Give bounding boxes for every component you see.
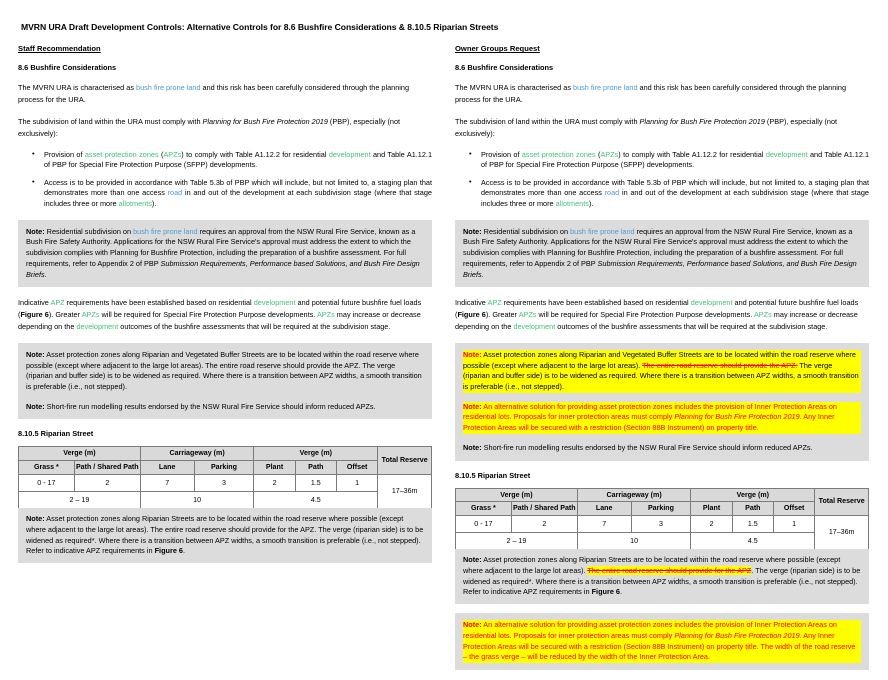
table-header-cell: Offset xyxy=(336,461,377,475)
apz-paragraph-right xyxy=(455,297,869,332)
table-cell: 3 xyxy=(631,516,691,533)
table-header-cell: Grass * xyxy=(456,502,512,516)
note-text xyxy=(26,402,424,413)
table-header-cell: Plant xyxy=(254,461,295,475)
table-cell: 4.5 xyxy=(691,533,815,550)
text-run: Indicative xyxy=(18,298,51,308)
apz-paragraph-left xyxy=(18,297,432,332)
table-cell: 1 xyxy=(336,475,377,492)
text-run: and this risk has been carefully considered through the planning process for the URA. xyxy=(18,83,410,105)
riparian-street-table-right xyxy=(455,488,869,551)
text-run: ) to comply with Table A1.12.2 for residential xyxy=(181,149,329,159)
text-run: and Table A1.12.1 of PBP for Special Fire Protection Purpose (SFPP) developments. xyxy=(44,149,433,170)
link-apz[interactable]: APZ xyxy=(50,298,65,308)
italic-title: Planning for Bush Fire Protection 2019 xyxy=(674,630,800,640)
text-run: requirements have been established based on residential xyxy=(501,298,691,308)
link-allotments[interactable]: allotments xyxy=(555,199,589,209)
table-row xyxy=(456,533,869,550)
figure-reference: Figure 6 xyxy=(591,587,620,597)
table-cell: 2 xyxy=(511,516,577,533)
table-cell: 1.5 xyxy=(732,516,773,533)
text-run: . xyxy=(619,587,622,597)
note-text xyxy=(26,514,424,557)
text-run: An alternative solution for providing asset protection zones includes the provision of Inner Protection Areas on residential lots. Proposals for inner protection areas must comply xyxy=(463,620,837,640)
text-run: outcomes of the bushfire assessments that will be required at the subdivision stage. xyxy=(118,321,391,331)
table-note-left xyxy=(18,508,432,563)
table-header-cell: Offset xyxy=(773,502,814,516)
note-text xyxy=(26,227,424,281)
text-run: Short-fire run modelling results endorsed by the NSW Rural Fire Service should inform reduced APZs. xyxy=(44,401,376,411)
note-label: Note: xyxy=(463,555,482,565)
table-cell: 7 xyxy=(140,475,194,492)
note-box-revised-right xyxy=(455,343,869,461)
table-header-cell: Total Reserve xyxy=(378,447,432,475)
column-heading-staff: Staff Recommendation xyxy=(18,44,101,54)
note-label: Note: xyxy=(26,226,45,236)
table-cell: 4.5 xyxy=(254,492,378,509)
table-row xyxy=(19,492,432,509)
table-cell: 2 – 19 xyxy=(19,492,141,509)
page-title: MVRN URA Draft Development Controls: Alternative Controls for 8.6 Bushfire Considerations & 8.10.5 Riparian Streets xyxy=(21,22,499,32)
text-run: The subdivision of land within the URA must comply with xyxy=(18,116,203,126)
list-item xyxy=(44,150,432,171)
text-run: Asset protection zones along Riparian and Vegetated Buffer Streets are to be located within the road reserve where possible (except where adjacent to the large lot areas). xyxy=(463,349,856,370)
table-cell: 2 xyxy=(254,475,295,492)
list-item xyxy=(44,178,432,210)
text-run: ). Greater xyxy=(485,310,519,320)
text-run: in and out of the development at each subdivision stage (where that stage includes three or more xyxy=(481,188,869,209)
table-header-cell: Plant xyxy=(691,502,732,516)
text-run: . Any Inner Protection Areas will be secured with a restriction (Section 88B Instrument) on property title. The width of the road reserve – the grass verge – will be reduced by the width of the Inner Protection Area. xyxy=(463,630,856,662)
text-run: may increase or decrease depending on the xyxy=(18,310,421,331)
text-run: (PBP), especially (not exclusively): xyxy=(455,116,838,138)
italic-title: Planning for Bush Fire Protection 2019 xyxy=(202,116,328,126)
text-run: Residential subdivision on xyxy=(481,226,571,236)
link-bush-fire-prone-land[interactable]: bush fire prone land xyxy=(570,226,635,236)
link-apzs[interactable]: APZs xyxy=(600,149,619,159)
text-run: will be required for Special Fire Protection Purpose developments. xyxy=(536,310,754,320)
table-cell: 10 xyxy=(577,533,691,550)
table-header-cell: Path / Shared Path xyxy=(74,461,140,475)
text-run: Asset protection zones along Riparian Streets are to be located within the road reserve where possible (except where adjacent to the large lot areas). xyxy=(463,555,841,575)
table-header-cell: Verge (m) xyxy=(456,488,578,502)
table-cell: 1 xyxy=(773,516,814,533)
note-box-apz-left xyxy=(18,343,432,420)
note-label: Note: xyxy=(26,401,45,411)
table-group-header-row xyxy=(456,488,869,502)
text-run: Provision of xyxy=(481,149,522,159)
table-cell: 2 xyxy=(691,516,732,533)
table-cell: 17–36m xyxy=(378,475,432,509)
italic-title: Submission Requirements, Performance based Solutions, and Bush Fire Design Briefs. xyxy=(463,258,857,279)
table-header-cell: Grass * xyxy=(19,461,75,475)
section-heading-bushfire-left: 8.6 Bushfire Considerations xyxy=(18,63,117,73)
table-header-cell: Parking xyxy=(631,502,691,516)
pbp-paragraph-right xyxy=(455,116,869,140)
table-cell: 3 xyxy=(194,475,254,492)
note-label: Note: xyxy=(463,442,482,452)
note-text-inserted xyxy=(463,402,861,434)
link-development[interactable]: development xyxy=(690,298,733,308)
note-text xyxy=(26,350,424,393)
text-run: requires an approval from the NSW Rural Fire Service, known as a Bush Fire Safety Authority. Applications for the NSW Rural Fire Service's approval must address the extent to which the subdivision complies with Planning for Bushfire Protection, including the preparation of a bushfire assessment. For full requirements, refer to Appendix 2 of PBP xyxy=(463,226,853,268)
note-box-rfs-left xyxy=(18,220,432,288)
table-header-cell: Path xyxy=(732,502,773,516)
link-bush-fire-prone-land[interactable]: bush fire prone land xyxy=(136,83,201,93)
italic-title: Planning for Bush Fire Protection 2019 xyxy=(674,412,800,422)
table-group-header-row xyxy=(19,447,432,461)
link-asset-protection-zones[interactable]: asset protection zones xyxy=(84,149,159,159)
bullet-list-right xyxy=(455,150,869,210)
figure-reference: Figure 6 xyxy=(154,546,183,556)
table-cell: 0 - 17 xyxy=(19,475,75,492)
bullet-list-left xyxy=(18,150,432,210)
text-run: and this risk has been carefully considered through the planning process for the URA. xyxy=(455,83,847,105)
text-run: The entire road reserve should provide for the APZ xyxy=(150,524,315,534)
text-run: will be required for Special Fire Protection Purpose developments. xyxy=(99,310,317,320)
text-run: ). xyxy=(588,199,594,209)
table-header-cell: Verge (m) xyxy=(19,447,141,461)
table-header-cell: Carriageway (m) xyxy=(577,488,691,502)
link-apzs[interactable]: APZs xyxy=(81,310,100,320)
table-header-cell: Parking xyxy=(194,461,254,475)
table-cell: 2 – 19 xyxy=(456,533,578,550)
link-apzs[interactable]: APZs xyxy=(163,149,182,159)
text-run: Short-fire run modelling results endorsed by the NSW Rural Fire Service should inform reduced APZs. xyxy=(481,442,813,452)
table-row xyxy=(456,516,869,533)
text-run: ( xyxy=(595,149,601,159)
text-run: . The verge (riparian side) is to be widened as required*. Where there is a transition between APZ widths, a smooth transition is preferable (i.e., not stepped). Refer to indicative APZ requirements in xyxy=(463,565,861,597)
table-cell: 7 xyxy=(577,516,631,533)
table-header-cell: Verge (m) xyxy=(254,447,378,461)
link-development[interactable]: development xyxy=(253,298,296,308)
text-run: The subdivision of land within the URA must comply with xyxy=(455,116,640,126)
note-label: Note: xyxy=(463,401,482,411)
text-run: and potential future bushfire fuel loads ( xyxy=(18,298,422,320)
text-run: (PBP), especially (not exclusively): xyxy=(18,116,401,138)
table-header-cell: Lane xyxy=(140,461,194,475)
note-text xyxy=(463,227,861,281)
link-development[interactable]: development xyxy=(328,149,371,159)
text-run: Indicative xyxy=(455,298,488,308)
link-development[interactable]: development xyxy=(76,321,119,331)
text-run: may increase or decrease depending on the xyxy=(455,310,858,331)
link-bush-fire-prone-land[interactable]: bush fire prone land xyxy=(573,83,638,93)
list-item xyxy=(481,150,869,171)
link-apz[interactable]: APZ xyxy=(487,298,502,308)
spacer xyxy=(455,604,869,613)
text-run: Residential subdivision on xyxy=(44,226,134,236)
table-cell: 10 xyxy=(140,492,254,509)
intro-paragraph-right xyxy=(455,82,869,106)
text-run: ). xyxy=(151,199,157,209)
note-text xyxy=(463,555,861,598)
link-development[interactable]: development xyxy=(513,321,556,331)
text-run: in and out of the development at each subdivision stage (where that stage includes three or more xyxy=(44,188,432,209)
note-label: Note: xyxy=(463,226,482,236)
column-heading-owner: Owner Groups Request xyxy=(455,44,540,54)
text-run: An alternative solution for providing asset protection zones includes the provision of Inner Protection Areas on residential lots. Proposals for inner protection areas must comply xyxy=(463,401,837,422)
struck-through-text: The entire road reserve should provide the APZ. xyxy=(642,360,798,370)
note-box-inner-protection-right xyxy=(455,613,869,670)
text-run: outcomes of the bushfire assessments that will be required at the subdivision stage. xyxy=(555,321,828,331)
text-run: ). Greater xyxy=(48,310,82,320)
link-apzs[interactable]: APZs xyxy=(518,310,537,320)
text-run: requires an approval from the NSW Rural Fire Service, known as a Bush Fire Safety Authority. Applications for the NSW Rural Fire Service's approval must address the extent to which the subdivision complies with Planning for Bushfire Protection, including the preparation of a bushfire assessment. For full requirements, refer to Appendix 2 of PBP xyxy=(26,226,416,268)
note-text xyxy=(463,443,861,454)
text-run: Access is to be provided in accordance with Table 5.3b of PBP which will include, but not limited to, a staging plan that demonstrates more than one access xyxy=(481,177,869,198)
table-row xyxy=(19,475,432,492)
text-run: Provision of xyxy=(44,149,85,159)
note-box-rfs-right xyxy=(455,220,869,288)
text-run: . xyxy=(182,546,185,556)
note-label: Note: xyxy=(463,620,482,630)
table-cell: 17–36m xyxy=(815,516,869,550)
link-allotments[interactable]: allotments xyxy=(118,199,152,209)
text-run: and potential future bushfire fuel loads ( xyxy=(455,298,859,320)
intro-paragraph-left xyxy=(18,82,432,106)
link-bush-fire-prone-land[interactable]: bush fire prone land xyxy=(133,226,198,236)
table-cell: 1.5 xyxy=(295,475,336,492)
text-run: and Table A1.12.1 of PBP for Special Fire Protection Purpose (SFPP) developments. xyxy=(481,149,870,170)
table-header-cell: Lane xyxy=(577,502,631,516)
table-header-cell: Path / Shared Path xyxy=(511,502,577,516)
link-apzs[interactable]: APZs xyxy=(316,310,335,320)
table-header-cell: Total Reserve xyxy=(815,488,869,516)
section-heading-riparian-right: 8.10.5 Riparian Street xyxy=(455,470,531,480)
figure-reference: Figure 6 xyxy=(20,310,49,320)
text-run: requirements have been established based on residential xyxy=(64,298,254,308)
column-owner-groups-request xyxy=(455,44,869,680)
text-run: The MVRN URA is characterised as xyxy=(18,83,137,93)
text-run: The MVRN URA is characterised as xyxy=(455,83,574,93)
italic-title: Planning for Bush Fire Protection 2019 xyxy=(639,116,765,126)
section-heading-riparian-left: 8.10.5 Riparian Street xyxy=(18,429,94,439)
link-development[interactable]: development xyxy=(765,149,808,159)
table-cell: 0 - 17 xyxy=(456,516,512,533)
two-column-layout xyxy=(18,44,874,680)
column-staff-recommendation xyxy=(18,44,432,563)
note-text-inserted xyxy=(463,620,861,663)
text-run: . Any Inner Protection Areas will be secured with a restriction (Section 88B Instrument) on property title. xyxy=(463,412,835,433)
table-cell: 2 xyxy=(74,475,140,492)
list-item xyxy=(481,178,869,210)
table-sub-header-row xyxy=(19,461,432,475)
link-road[interactable]: road xyxy=(604,188,620,198)
table-header-cell: Carriageway (m) xyxy=(140,447,254,461)
section-heading-bushfire-right: 8.6 Bushfire Considerations xyxy=(455,63,554,73)
text-run: Access is to be provided in accordance with Table 5.3b of PBP which will include, but not limited to, a staging plan that demonstrates more than one access xyxy=(44,177,432,198)
link-apzs[interactable]: APZs xyxy=(753,310,772,320)
link-road[interactable]: road xyxy=(167,188,183,198)
note-label: Note: xyxy=(26,514,45,524)
figure-reference: Figure 6 xyxy=(457,310,486,320)
struck-through-text: The entire road reserve should provide for the APZ xyxy=(587,565,752,575)
table-note-right xyxy=(455,549,869,604)
note-label: Note: xyxy=(26,349,45,359)
table-sub-header-row xyxy=(456,502,869,516)
pbp-paragraph-left xyxy=(18,116,432,140)
text-run: ) to comply with Table A1.12.2 for residential xyxy=(618,149,766,159)
text-run: . The verge (riparian side) is to be widened as required*. Where there is a transition between APZ widths, a smooth transition is preferable (i.e., not stepped). Refer to indicative APZ requirements in xyxy=(26,524,424,556)
table-header-cell: Verge (m) xyxy=(691,488,815,502)
riparian-street-table-left xyxy=(18,446,432,509)
text-run: Asset protection zones along Riparian and Vegetated Buffer Streets are to be located within the road reserve where possible (except where adjacent to the large lot areas). The entire road reserve should provide the APZ. The verge (riparian and buffer side) is to be widened as required. Where there is a transition between APZ widths, a smooth transition is preferable (i.e., not stepped). xyxy=(26,349,422,391)
text-run: Asset protection zones along Riparian Streets are to be located within the road reserve where possible (except where adjacent to the large lot areas). xyxy=(26,514,404,534)
text-run: ( xyxy=(158,149,164,159)
link-asset-protection-zones[interactable]: asset protection zones xyxy=(521,149,596,159)
note-label: Note: xyxy=(463,349,482,359)
table-header-cell: Path xyxy=(295,461,336,475)
note-text-highlighted xyxy=(463,350,861,393)
italic-title: Submission Requirements, Performance based Solutions, and Bush Fire Design Briefs. xyxy=(26,258,420,279)
text-run: The verge (riparian and buffer side) is to be widened as required. Where there is a transition between APZ widths, a smooth transition is preferable (i.e., not stepped). xyxy=(463,360,859,391)
